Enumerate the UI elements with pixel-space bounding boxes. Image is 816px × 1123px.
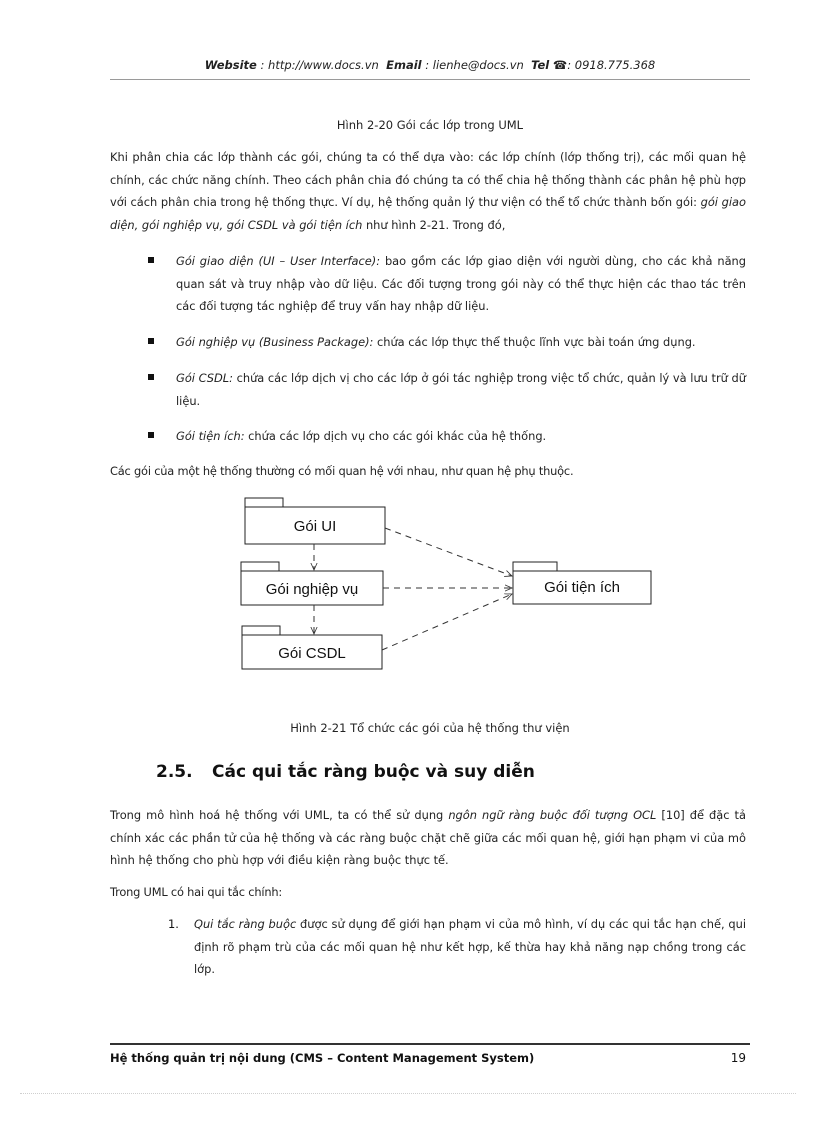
numbered-item-desc: được sử dụng để giới hạn phạm vi của mô hình, ví dụ các qui tắc hạn chế, qui định rõ phạm trù của các mối quan hệ như kết hợp, kế thừa hay khả năng nạp chồng trong các lớp. (194, 917, 746, 977)
bullet-term: Gói giao diện (UI – User Interface): (176, 254, 381, 268)
page-number: 19 (730, 1051, 746, 1065)
telephone-icon: ☎ (552, 58, 568, 72)
package-db-label: Gói CSDL (278, 645, 346, 662)
section-number: 2.5. (156, 762, 193, 782)
bullet-item (148, 425, 746, 448)
header-divider (110, 79, 750, 80)
bullet-desc: bao gồm các lớp giao diện với người dùng, cho các khả năng quan sát và truy nhập vào dữ liệu. Các đối tượng trong gói này có thể thực hiện các thao tác trên các đối tượng tác nghiệp để truy vấn hay nhập dữ liệu. (176, 254, 747, 314)
package-business (241, 562, 383, 605)
package-ui (245, 498, 385, 544)
bullet-desc: chứa các lớp dịch vị cho các lớp ở gói tác nghiệp trong việc tổ chức, quản lý và lưu trữ dữ liệu. (176, 371, 746, 408)
bullet-square-icon (148, 374, 154, 380)
footer-divider (110, 1043, 750, 1045)
bullet-item (148, 250, 746, 318)
dependency-ui-to-util (385, 528, 512, 576)
paragraph-1 (110, 146, 746, 236)
figure-2-20-caption: Hình 2-20 Gói các lớp trong UML (336, 118, 524, 132)
bullet-term: Gói tiện ích: (176, 429, 245, 443)
package-dependency-diagram (200, 490, 680, 680)
numbered-item-number: 1. (168, 917, 179, 931)
paragraph-1-italic: gói giao diện, gói nghiệp vụ, gói CSDL và gói tiện ích (110, 195, 746, 232)
paragraph-1-text: Khi phân chia các lớp thành các gói, chúng ta có thể dựa vào: các lớp chính (lớp thống trị), các mối quan hệ chính, các chức năng chính. Theo cách phân chia đó chúng ta có thể chia hệ thống thành các phân hệ phù hợp với cách phân chia trong hệ thống thực. Ví dụ, hệ thống quản lý thư viện có thể tổ chức thành bốn gói: (110, 150, 746, 210)
package-util (513, 562, 651, 604)
email-label: Email (386, 58, 422, 72)
package-ui-label: Gói UI (293, 518, 337, 535)
bullet-desc: chứa các lớp dịch vụ cho các gói khác của hệ thống. (244, 429, 547, 443)
paragraph-1-tail: như hình 2-21. Trong đó, (362, 217, 506, 232)
bullet-term: Gói nghiệp vụ (Business Package): (176, 335, 374, 349)
paragraph-4: Trong UML có hai qui tắc chính: (110, 885, 283, 899)
section-title: Các qui tắc ràng buộc và suy diễn (212, 762, 535, 782)
paragraph-2: Các gói của một hệ thống thường có mối quan hệ với nhau, như quan hệ phụ thuộc. (110, 464, 574, 478)
paragraph-3-text: Trong mô hình hoá hệ thống với UML, ta có thể sử dụng (110, 808, 449, 822)
bullet-square-icon (148, 338, 154, 344)
tel-label: Tel (531, 58, 550, 72)
package-util-label: Gói tiện ích (544, 579, 620, 596)
email-value: : lienhe@docs.vn (425, 58, 524, 72)
paragraph-3 (110, 804, 746, 872)
tel-value: : 0918.775.368 (567, 58, 656, 72)
bullet-square-icon (148, 257, 154, 263)
package-db (242, 626, 382, 669)
numbered-item (168, 913, 746, 981)
bullet-square-icon (148, 432, 154, 438)
figure-2-21-caption: Hình 2-21 Tổ chức các gói của hệ thống thư viện (290, 721, 570, 735)
dependency-db-to-util (382, 594, 512, 650)
section-heading (156, 762, 535, 782)
bullet-term: Gói CSDL: (176, 371, 233, 385)
website-value: : http://www.docs.vn (260, 58, 379, 72)
paragraph-3-italic: ngôn ngữ ràng buộc đối tượng OCL (448, 808, 657, 822)
package-business-label: Gói nghiệp vụ (265, 581, 359, 598)
paragraph-3-tail: [10] để đặc tả chính xác các phần tử của hệ thống và các ràng buộc chặt chẽ giữa các mối quan hệ, giới hạn phạm vi của mô hình hệ thống cho phù hợp với điều kiện ràng buộc thực tế. (110, 808, 746, 868)
bullet-item (148, 331, 746, 354)
footer-title: Hệ thống quản trị nội dung (CMS – Content Management System) (110, 1051, 535, 1065)
page-header (110, 58, 750, 72)
website-label: Website (204, 58, 257, 72)
bullet-item (148, 367, 746, 412)
bullet-desc: chứa các lớp thực thể thuộc lĩnh vực bài toán ứng dụng. (373, 335, 696, 349)
page-bottom-edge (20, 1093, 796, 1094)
numbered-item-term: Qui tắc ràng buộc (194, 917, 297, 931)
